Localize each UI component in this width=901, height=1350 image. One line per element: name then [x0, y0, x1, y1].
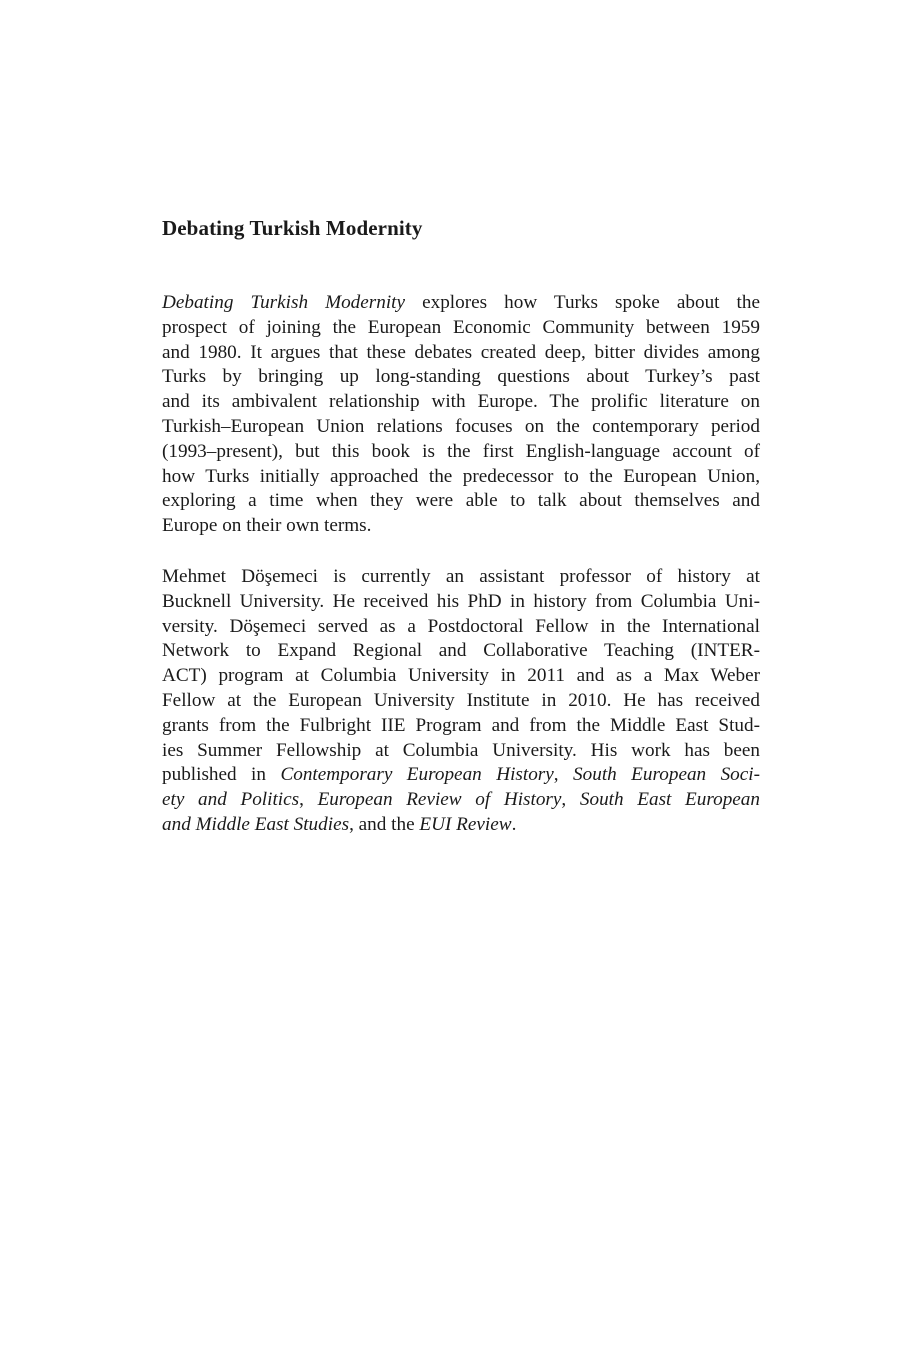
bio-line: versity. Döşemeci served as a Postdoctoral Fellow in the International — [162, 615, 760, 637]
bio-line: ies Summer Fellowship at Columbia University. His work has been — [162, 739, 760, 761]
description-line: prospect of joining the European Economic Community between 1959 — [162, 316, 760, 338]
publication-title: EUI Review — [419, 813, 512, 835]
bio-line: published in Contemporary European History, South European Soci- — [162, 764, 761, 786]
bio-line: Fellow at the European University Institute in 2010. He has received — [162, 689, 760, 711]
description-line: how Turks initially approached the predecessor to the European Union, — [162, 465, 760, 487]
publication-title: South East European — [579, 789, 760, 811]
description-line: Turks by bringing up long-standing questions about Turkey’s past — [162, 366, 760, 388]
bio-line: Network to Expand Regional and Collaborative Teaching (INTER- — [162, 640, 760, 662]
book-title-italic: Debating Turkish Modernity — [162, 292, 406, 313]
bio-line: Mehmet Döşemeci is currently an assistant professor of history at — [162, 566, 760, 587]
book-half-title-page — [162, 0, 760, 1350]
description-line: and 1980. It argues that these debates created deep, bitter divides among — [162, 341, 760, 363]
description-line: Turkish–European Union relations focuses on the contemporary period — [162, 415, 760, 437]
bio-line: and Middle East Studies, and the EUI Review. — [162, 813, 517, 835]
author-bio — [162, 565, 760, 838]
publication-title: ety and Politics — [162, 789, 300, 811]
bio-line: Bucknell University. He received his PhD in history from Columbia Uni- — [162, 590, 760, 612]
bio-line: ety and Politics, European Review of History, South East European — [162, 789, 760, 811]
book-description — [162, 291, 760, 539]
bio-line: grants from the Fulbright IIE Program and from the Middle East Stud- — [162, 714, 760, 736]
publication-title: European Review of History — [317, 789, 562, 811]
description-line: and its ambivalent relationship with Europe. The prolific literature on — [162, 391, 760, 413]
publication-title: Contemporary European History — [280, 764, 554, 786]
description-line: Debating Turkish Modernity explores how Turks spoke about the — [162, 292, 760, 313]
publication-title: South European Soci- — [573, 764, 761, 786]
publication-title: and Middle East Studies — [162, 813, 350, 835]
description-line: exploring a time when they were able to talk about themselves and — [162, 490, 760, 512]
book-title: Debating Turkish Modernity — [162, 216, 423, 240]
bio-line: ACT) program at Columbia University in 2011 and as a Max Weber — [162, 665, 760, 687]
description-line: Europe on their own terms. — [162, 515, 372, 537]
description-line: (1993–present), but this book is the first English-language account of — [162, 440, 760, 462]
